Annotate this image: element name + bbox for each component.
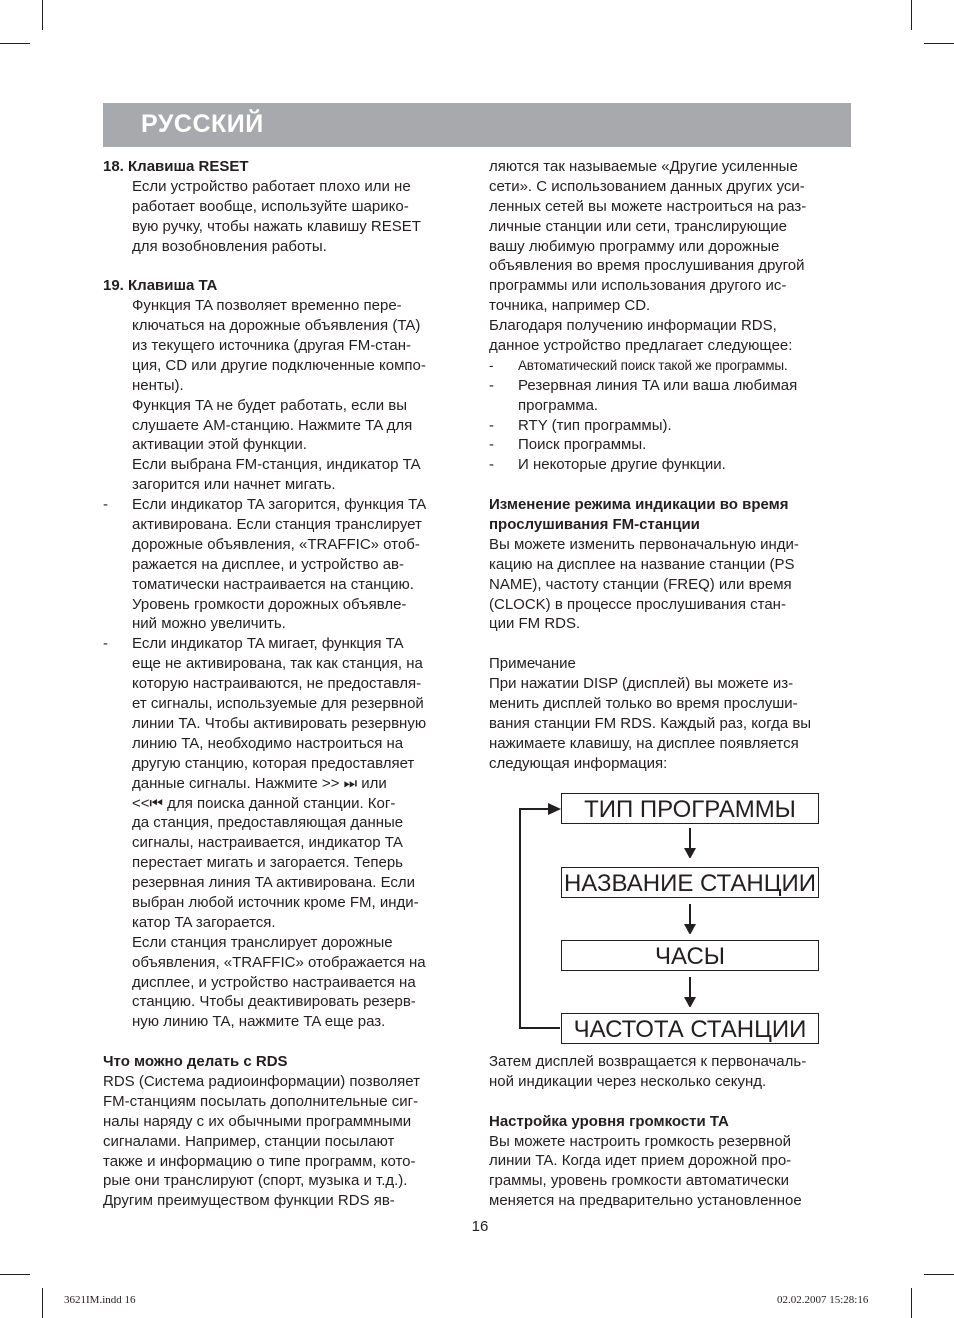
- text-line: активации этой функции.: [132, 436, 307, 454]
- blank-line: [103, 256, 468, 276]
- text-line: резервная линия TA активирована. Если: [132, 874, 416, 892]
- text-line: загорится или начнет мигать.: [132, 476, 336, 494]
- text-line: ненты).: [132, 376, 184, 394]
- text-line: активирована. Если станция транслирует: [132, 516, 422, 534]
- text-line: вашу любимую программу или дорожные: [489, 237, 780, 255]
- right-column: [489, 157, 851, 774]
- text-line: Если выбрана FM-станция, индикатор TA: [132, 456, 421, 474]
- text-line: Затем дисплей возвращается к первоначаль-: [489, 1053, 807, 1070]
- display-cycle-diagram: [510, 790, 830, 1052]
- text-line: данные сигналы. Нажмите >> ⏭ или: [132, 774, 387, 792]
- bullet-item: [103, 634, 468, 654]
- bullet-dash: -: [103, 635, 108, 653]
- text-line: данное устройство предлагает следующее:: [489, 337, 793, 355]
- bullet-text: Если индикатор TA загорится, функция TA: [132, 496, 427, 514]
- text-line: ражается на дисплее, и устройство ав-: [132, 555, 405, 573]
- text-line: нажимаете клавишу, на дисплее появляется: [489, 734, 799, 752]
- text-line: налы наряду с их обычными программными: [103, 1112, 412, 1130]
- text-line: вания станции FM RDS. Каждый раз, когда вы: [489, 714, 812, 732]
- text-line: из текущего источника (другая FM-стан-: [132, 337, 412, 355]
- crop-mark: [0, 1274, 30, 1275]
- text-line: Уровень громкости дорожных объявле-: [132, 595, 407, 613]
- text-line: да станция, предоставляющая данные: [132, 814, 404, 832]
- text-line: другую станцию, которая предоставляет: [132, 754, 415, 772]
- crop-mark: [42, 0, 43, 30]
- crop-mark: [0, 43, 30, 44]
- text-line: выбран любой источник кроме FM, инди-: [132, 893, 419, 911]
- text-line: точника, например CD.: [489, 297, 651, 315]
- crop-mark: [924, 43, 954, 44]
- text-line: Если станция транслирует дорожные: [132, 933, 393, 951]
- bullet-item: [489, 455, 851, 475]
- text-line: программа.: [518, 396, 599, 414]
- text-line: работает вообще, используйте шарико-: [132, 197, 409, 215]
- text-line: личные станции или сети, транслирующие: [489, 217, 787, 235]
- right-column-bottom: [489, 1052, 851, 1211]
- text-line: следующая информация:: [489, 754, 668, 772]
- text-line: перестает мигать и загорается. Теперь: [132, 854, 403, 872]
- bullet-item: [489, 416, 851, 436]
- section-heading: Что можно делать с RDS: [103, 1053, 288, 1071]
- crop-mark: [911, 1288, 912, 1318]
- text-line: граммы, уровень громкости автоматически: [489, 1172, 789, 1190]
- section-heading: Настройка уровня громкости TA: [489, 1112, 729, 1130]
- text-line: Вы можете изменить первоначальную инди-: [489, 535, 799, 553]
- bullet-dash: -: [103, 496, 108, 514]
- crop-mark: [924, 1274, 954, 1275]
- blank-line: [103, 1032, 468, 1052]
- text-line: менить дисплей только во время прослуши-: [489, 695, 798, 713]
- text-line: меняется на предварительно установленное: [489, 1192, 802, 1210]
- bullet-text: Автоматический поиск такой же программы.: [518, 357, 788, 373]
- text-line: слушаете AM-станцию. Нажмите TA для: [132, 416, 413, 434]
- text-line: которую настраиваются, не предоставля-: [132, 675, 422, 693]
- down-arrow-icon: [682, 977, 698, 1007]
- text-line: NAME), частоту станции (FREQ) или время: [489, 575, 792, 593]
- display-box-clock: ЧАСЫ: [561, 940, 819, 971]
- text-line: объявления во время прослушивания другой: [489, 257, 805, 275]
- text-line: программы или использования другого ис-: [489, 277, 787, 295]
- down-arrow-icon: [682, 828, 698, 858]
- text-line: Функция TA не будет работать, если вы: [132, 396, 408, 414]
- bullet-text: Резервная линия TA или ваша любимая: [518, 376, 798, 394]
- bullet-item: [489, 376, 851, 396]
- text-line: Примечание: [489, 655, 576, 673]
- text-line: Вы можете настроить громкость резервной: [489, 1132, 792, 1150]
- section-heading: 19. Клавиша TA: [103, 277, 218, 295]
- text-line: линии TA. Чтобы активировать резервную: [132, 714, 427, 732]
- crop-mark: [911, 0, 912, 30]
- text-line: Другим преимуществом функции RDS яв-: [103, 1192, 395, 1210]
- text-line: (CLOCK) в процессе прослушивания стан-: [489, 595, 786, 613]
- text-line: еще не активирована, так как станция, на: [132, 655, 423, 673]
- text-line: ция, CD или другие подключенные компо-: [132, 356, 426, 374]
- section-header-bar: [103, 103, 851, 147]
- text-line: дорожные объявления, «TRAFFIC» отоб-: [132, 535, 420, 553]
- bullet-dash: -: [489, 357, 494, 373]
- text-line: рые они транслируют (спорт, музыка и т.д.).: [103, 1172, 408, 1190]
- text-line: объявления, «TRAFFIC» отображается на: [132, 953, 426, 971]
- text-line: ключаться на дорожные объявления (TA): [132, 317, 421, 335]
- text-line: ляются так называемые «Другие усиленные: [489, 158, 798, 175]
- bullet-dash: -: [489, 376, 494, 394]
- text-line: сигналы, настраивается, индикатор TA: [132, 834, 403, 852]
- text-line: станцию. Чтобы деактивировать резерв-: [132, 993, 416, 1011]
- text-line: томатически настраивается на станцию.: [132, 575, 414, 593]
- text-line: Функция TA позволяет временно пере-: [132, 297, 402, 315]
- blank-line: [489, 1092, 851, 1112]
- page-number: 16: [471, 1218, 489, 1235]
- text-line: сети». С использованием данных других уси-: [489, 177, 805, 195]
- bullet-item: [489, 435, 851, 455]
- display-box-frequency: ЧАСТОТА СТАНЦИИ: [561, 1013, 819, 1044]
- text-line: ленных сетей вы можете настроиться на раз-: [489, 197, 807, 215]
- text-line: FM-станциям посылать дополнительные сиг-: [103, 1092, 419, 1110]
- text-line: вую ручку, чтобы нажать клавишу RESET: [132, 217, 421, 235]
- section-heading: Изменение режима индикации во время: [489, 496, 789, 514]
- text-line: линию TA, необходимо настроиться на: [132, 734, 404, 752]
- text-line: ции FM RDS.: [489, 615, 581, 633]
- text-line: При нажатии DISP (дисплей) вы можете из-: [489, 675, 794, 693]
- display-box-program-type: ТИП ПРОГРАММЫ: [561, 793, 819, 824]
- bullet-dash: -: [489, 456, 494, 474]
- footer-datetime: 02.02.2007 15:28:16: [777, 1294, 869, 1306]
- blank-line: [489, 475, 851, 495]
- text-line: катор TA загорается.: [132, 913, 276, 931]
- text-line: ет сигналы, используемые для резервной: [132, 695, 424, 713]
- bullet-item: [489, 356, 851, 376]
- bullet-text: Если индикатор TA мигает, функция TA: [132, 635, 404, 653]
- bullet-dash: -: [489, 416, 494, 434]
- section-heading: прослушивания FM-станции: [489, 516, 700, 534]
- text-line: ной индикации через несколько секунд.: [489, 1072, 767, 1090]
- text-line: Если устройство работает плохо или не: [132, 177, 411, 195]
- text-line: также и информацию о типе программ, кото-: [103, 1152, 416, 1170]
- down-arrow-icon: [682, 904, 698, 934]
- section-title: РУССКИЙ: [141, 110, 264, 138]
- bullet-text: Поиск программы.: [518, 436, 647, 454]
- text-line: ную линию TA, нажмите TA еще раз.: [132, 1013, 386, 1031]
- bullet-text: И некоторые другие функции.: [518, 456, 726, 474]
- section-heading: 18. Клавиша RESET: [103, 158, 249, 175]
- text-line: Благодаря получению информации RDS,: [489, 317, 777, 335]
- text-line: линии TA. Когда идет прием дорожной про-: [489, 1152, 792, 1170]
- bullet-item: [103, 495, 468, 515]
- text-line: дисплее, и устройство настраивается на: [132, 973, 416, 991]
- text-line: для возобновления работы.: [132, 237, 327, 255]
- bullet-dash: -: [489, 436, 494, 454]
- text-line: кацию на дисплее на название станции (PS: [489, 555, 795, 573]
- left-column: [103, 157, 468, 1211]
- text-line: RDS (Система радиоинформации) позволяет: [103, 1072, 420, 1090]
- text-line: сигналами. Например, станции посылают: [103, 1132, 395, 1150]
- text-line: ний можно увеличить.: [132, 615, 286, 633]
- crop-mark: [42, 1288, 43, 1318]
- display-box-station-name: НАЗВАНИЕ СТАНЦИИ: [561, 867, 819, 898]
- bullet-text: RTY (тип программы).: [518, 416, 672, 434]
- blank-line: [489, 634, 851, 654]
- footer-file: 3621IM.indd 16: [64, 1294, 136, 1306]
- text-line: <<⏮ для поиска данной станции. Ког-: [132, 794, 396, 812]
